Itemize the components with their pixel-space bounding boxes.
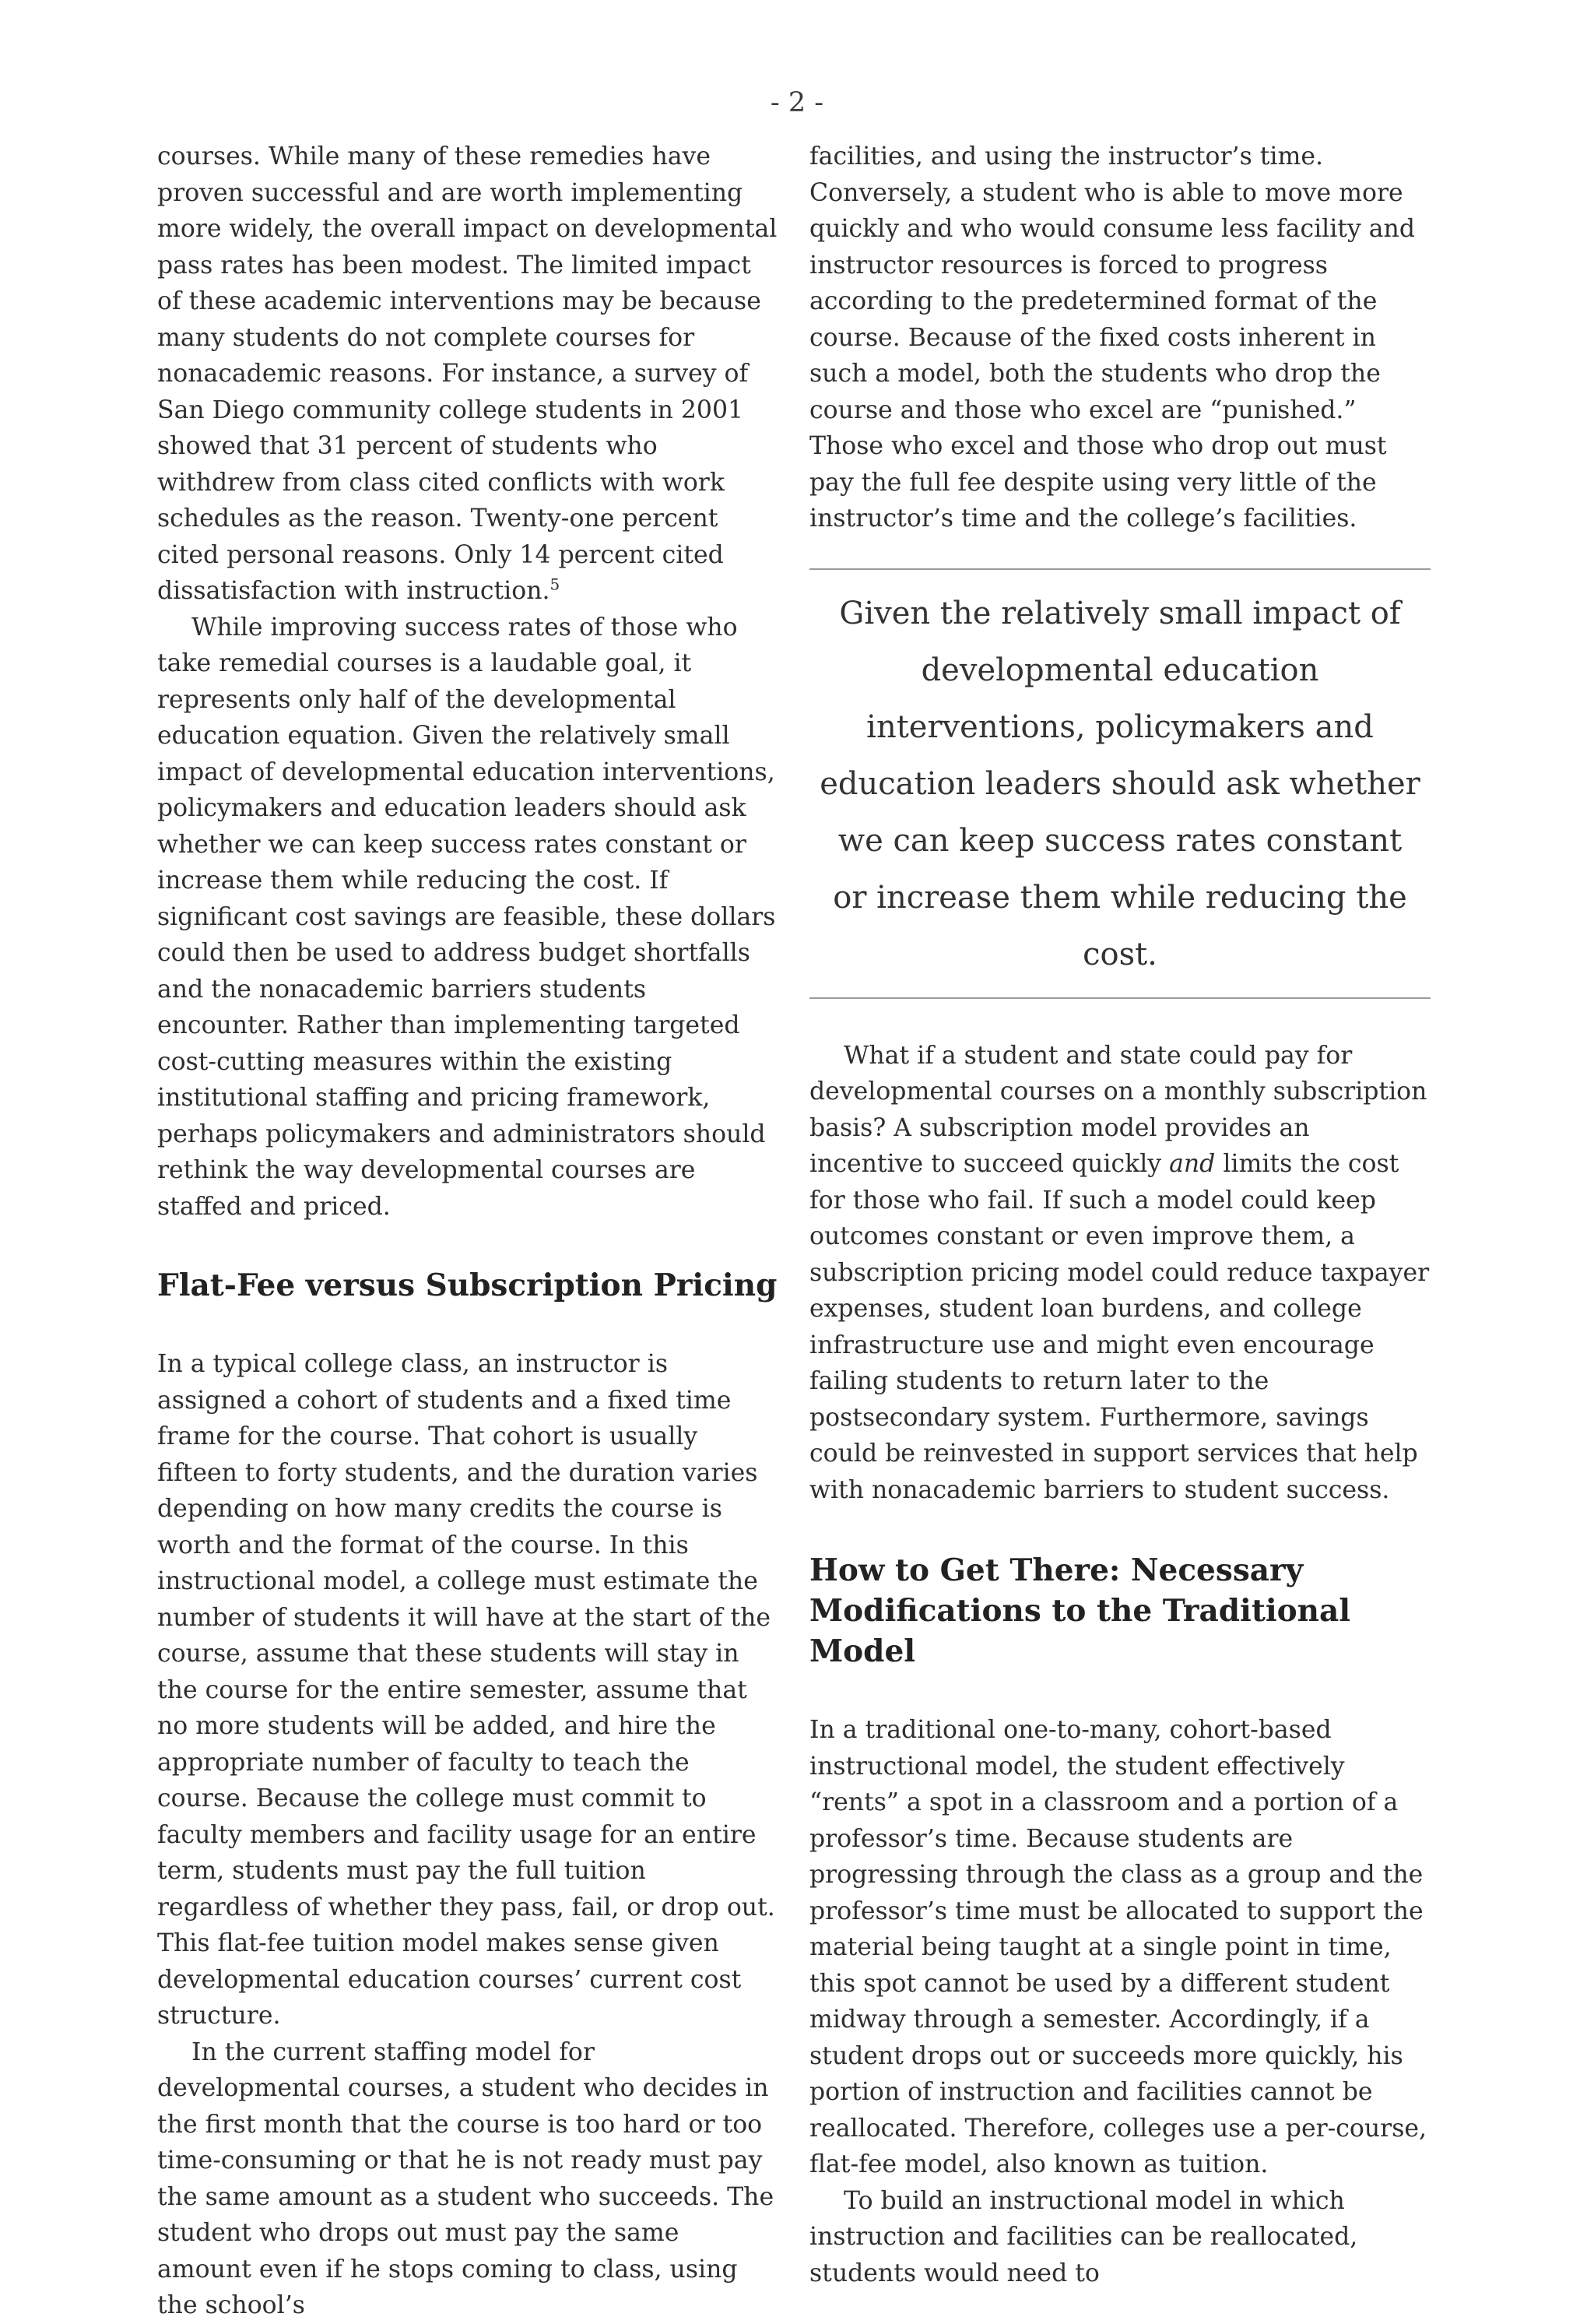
left-paragraph-1-text: courses. While many of these remedies have proven successful and are worth implementing more widely, the overall impact on developmental pass rates has been modest. The limited impact of these academic interventions may be because many students do not complete courses for nonacademic reasons. For instance, a survey of San Diego community college students in 2001 showed that 31 percent of students who withdrew from class cited conflicts with work schedules as the reason. Twenty-one percent cited personal reasons. Only 14 percent cited dissatisfaction with instruction. [157,142,778,605]
right-paragraph-1: facilities, and using the instructor’s time. Conversely, a student who is able to move more quickly and who would consume less facility and instructor resources is forced to progress according to the predetermined format of the course. Because of the fixed costs inherent in such a model, both the students who drop the course and those who excel are “punished.” Those who excel and those who drop out must pay the full fee despite using very little of the instructor’s time and the college’s facilities. [809,142,1416,533]
section-heading-how-to-get-there: How to Get There: Necessary Modifications to the Traditional Model [809,1552,1351,1669]
right-column [809,139,1431,2291]
right-paragraph-3: In a traditional one-to-many, cohort-based instructional model, the student effectively “rents” a spot in a classroom and a portion of a professor’s time. Because students are progressing through the class as a group and the professor’s time must be allocated to support the material being taught at a single point in time, this spot cannot be used by a different student midway through a semester. Accordingly, if a student drops out or succeeds more quickly, his portion of instruction and facilities cannot be reallocated. Therefore, colleges use a per-course, flat-fee model, also known as tuition. [809,1716,1427,2178]
right-paragraph-2 [809,1038,1431,1509]
section-heading-flat-fee: Flat-Fee versus Subscription Pricing [157,1267,778,1303]
left-paragraph-2: While improving success rates of those who take remedial courses is a laudable goal, it represents only half of the developmental education equation. Given the relatively small impact of developmental education interventions, policymakers and education leaders should ask whether we can keep success rates constant or increase them while reducing the cost. If significant cost savings are feasible, these dollars could then be used to address budget shortfalls and the nonacademic barriers students encounter. Rather than implementing targeted cost-cutting measures within the existing institutional staffing and pricing framework, perhaps policymakers and administrators should rethink the way developmental courses are staffed and priced. [157,613,776,1221]
pull-quote: Given the relatively small impact of developmental education interventions, policymakers and education leaders should ask whether we can keep success rates constant or increase them while reducing the cost. [809,568,1431,999]
right-paragraph-2-part2: limits the cost for those who fail. If such a model could keep outcomes constant or even improve them, a subscription pricing model could reduce taxpayer expenses, student loan burdens, and college infrastructure use and might even encourage failing students to return later to the postsecondary system. Furthermore, savings could be reinvested in support services that help with nonacademic barriers to student success. [809,1150,1430,1504]
left-column [157,139,778,2324]
left-paragraph-1 [157,139,778,610]
left-paragraph-3: In a typical college class, an instructor is assigned a cohort of students and a fixed time frame for the course. That cohort is usually fifteen to forty students, and the duration varies depending on how many credits the course is worth and the format of the course. In this instructional model, a college must estimate the number of students it will have at the start of the course, assume that these students will stay in the course for the entire semester, assume that no more students will be added, and hire the appropriate number of faculty to teach the course. Because the college must commit to faculty members and facility usage for an entire term, students must pay the full tuition regardless of whether they pass, fail, or drop out. This flat-fee tuition model makes sense given developmental education courses’ current cost structure. [157,1350,775,2030]
footnote-marker: 5 [549,575,560,594]
right-paragraph-2-part1: What if a student and state could pay for developmental courses on a monthly subscription basis? A subscription model provides an incentive to succeed quickly [809,1041,1427,1178]
left-paragraph-4: In the current staffing model for developmental courses, a student who decides in the first month that the course is too hard or too time-consuming or that he is not ready must pay the same amount as a student who succeeds. The student who drops out must pay the same amount even if he stops coming to class, using the school’s [157,2037,774,2319]
page-number: - 2 - [770,87,824,118]
right-paragraph-4: To build an instructional model in which instruction and facilities can be reallocated, students would need to [809,2186,1358,2287]
right-paragraph-2-emphasis: and [1169,1150,1216,1178]
